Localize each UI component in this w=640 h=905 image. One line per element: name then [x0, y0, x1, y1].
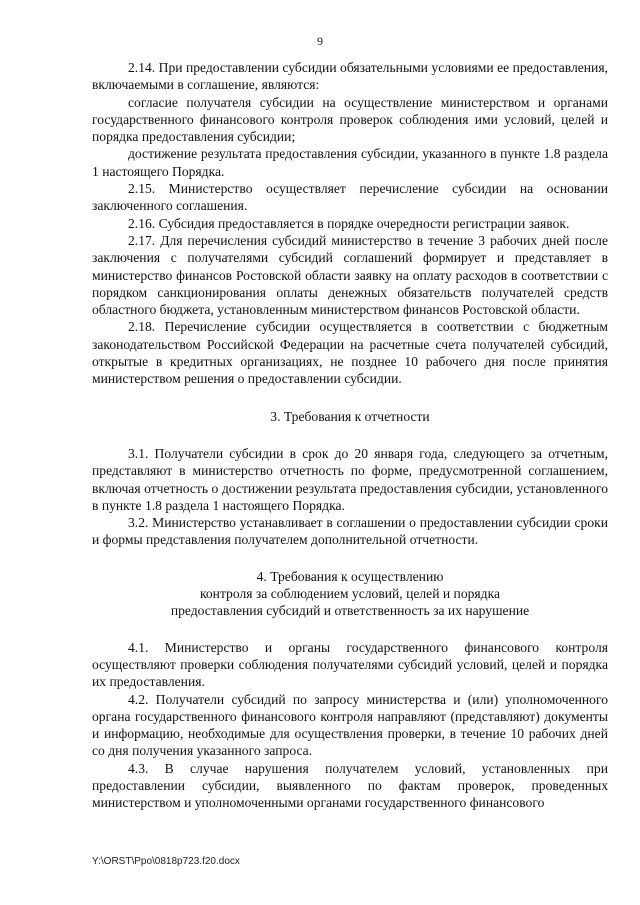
section-4-heading: [92, 568, 608, 620]
paragraph-2-18: 2.18. Перечисление субсидии осуществляется в соответствии с бюджетным законодательством Российской Федерации на расчетные счета получателей субсидий, открытые в кредитных организациях, не позднее 10 рабочего дня после принятия министерством решения о предоставлении субсидии.: [92, 319, 608, 387]
section-3-heading: 3. Требования к отчетности: [270, 408, 430, 424]
paragraph-4-2: 4.2. Получатели субсидий по запросу министерства и (или) уполномоченного органа государственного финансового контроля направляют (представляют) документы и информацию, необходимые для осуществления проверки, в течение 10 рабочих дней со дня получения указанного запроса.: [92, 691, 608, 759]
paragraph-4-1: 4.1. Министерство и органы государственного финансового контроля осуществляют проверки соблюдения получателями субсидий условий, целей и порядка их предоставления.: [92, 639, 608, 690]
section-4-heading-line-1: 4. Требования к осуществлению: [256, 568, 444, 584]
paragraph-3-1: 3.1. Получатели субсидии в срок до 20 января года, следующего за отчетным, представляют в министерство отчетность по форме, предусмотренной соглашением, включая отчетность о достижении результата предоставления субсидии, установленного в пункте 1.8 раздела 1 настоящего Порядка.: [92, 445, 608, 513]
document-body: [92, 59, 608, 812]
paragraph-2-17: 2.17. Для перечисления субсидий министерство в течение 3 рабочих дней после заключения с получателями субсидий соглашений формирует и представляет в министерство финансов Ростовской области заявку на оплату расходов в соответствии с порядком санкционирования оплаты денежных обязательств получателей средств областного бюджета, установленным министерством финансов Ростовской области.: [92, 232, 608, 318]
paragraph-2-16: 2.16. Субсидия предоставляется в порядке очередности регистрации заявок.: [128, 215, 570, 231]
section-4-heading-line-2: контроля за соблюдением условий, целей и порядка: [199, 586, 501, 602]
paragraph-2-14-condition-2: достижение результата предоставления субсидии, указанного в пункте 1.8 раздела 1 настоящего Порядка.: [92, 146, 608, 179]
paragraph-2-14: 2.14. При предоставлении субсидии обязательными условиями ее предоставления, включаемыми в соглашение, являются:: [92, 60, 608, 93]
file-path-footer: Y:\ORST\Ppo\0818p723.f20.docx: [92, 856, 240, 867]
paragraph-2-15: 2.15. Министерство осуществляет перечисление субсидии на основании заключенного соглашения.: [92, 181, 608, 214]
paragraph-3-2: 3.2. Министерство устанавливает в соглашении о предоставлении субсидии сроки и формы представления получателем дополнительной отчетности.: [92, 515, 608, 548]
section-4-heading-line-3: предоставления субсидий и ответственность за их нарушение: [170, 603, 530, 619]
paragraph-2-14-condition-1: согласие получателя субсидии на осуществление министерством и органами государственного финансового контроля проверок соблюдения ими условий, целей и порядка предоставления субсидии;: [92, 94, 608, 145]
page-number: 9: [317, 34, 323, 48]
paragraph-4-3: 4.3. В случае нарушения получателем условий, установленных при предоставлении субсидии, выявленного по фактам проверок, проведенных министерством и уполномоченными органами государственного финансового: [92, 760, 608, 811]
